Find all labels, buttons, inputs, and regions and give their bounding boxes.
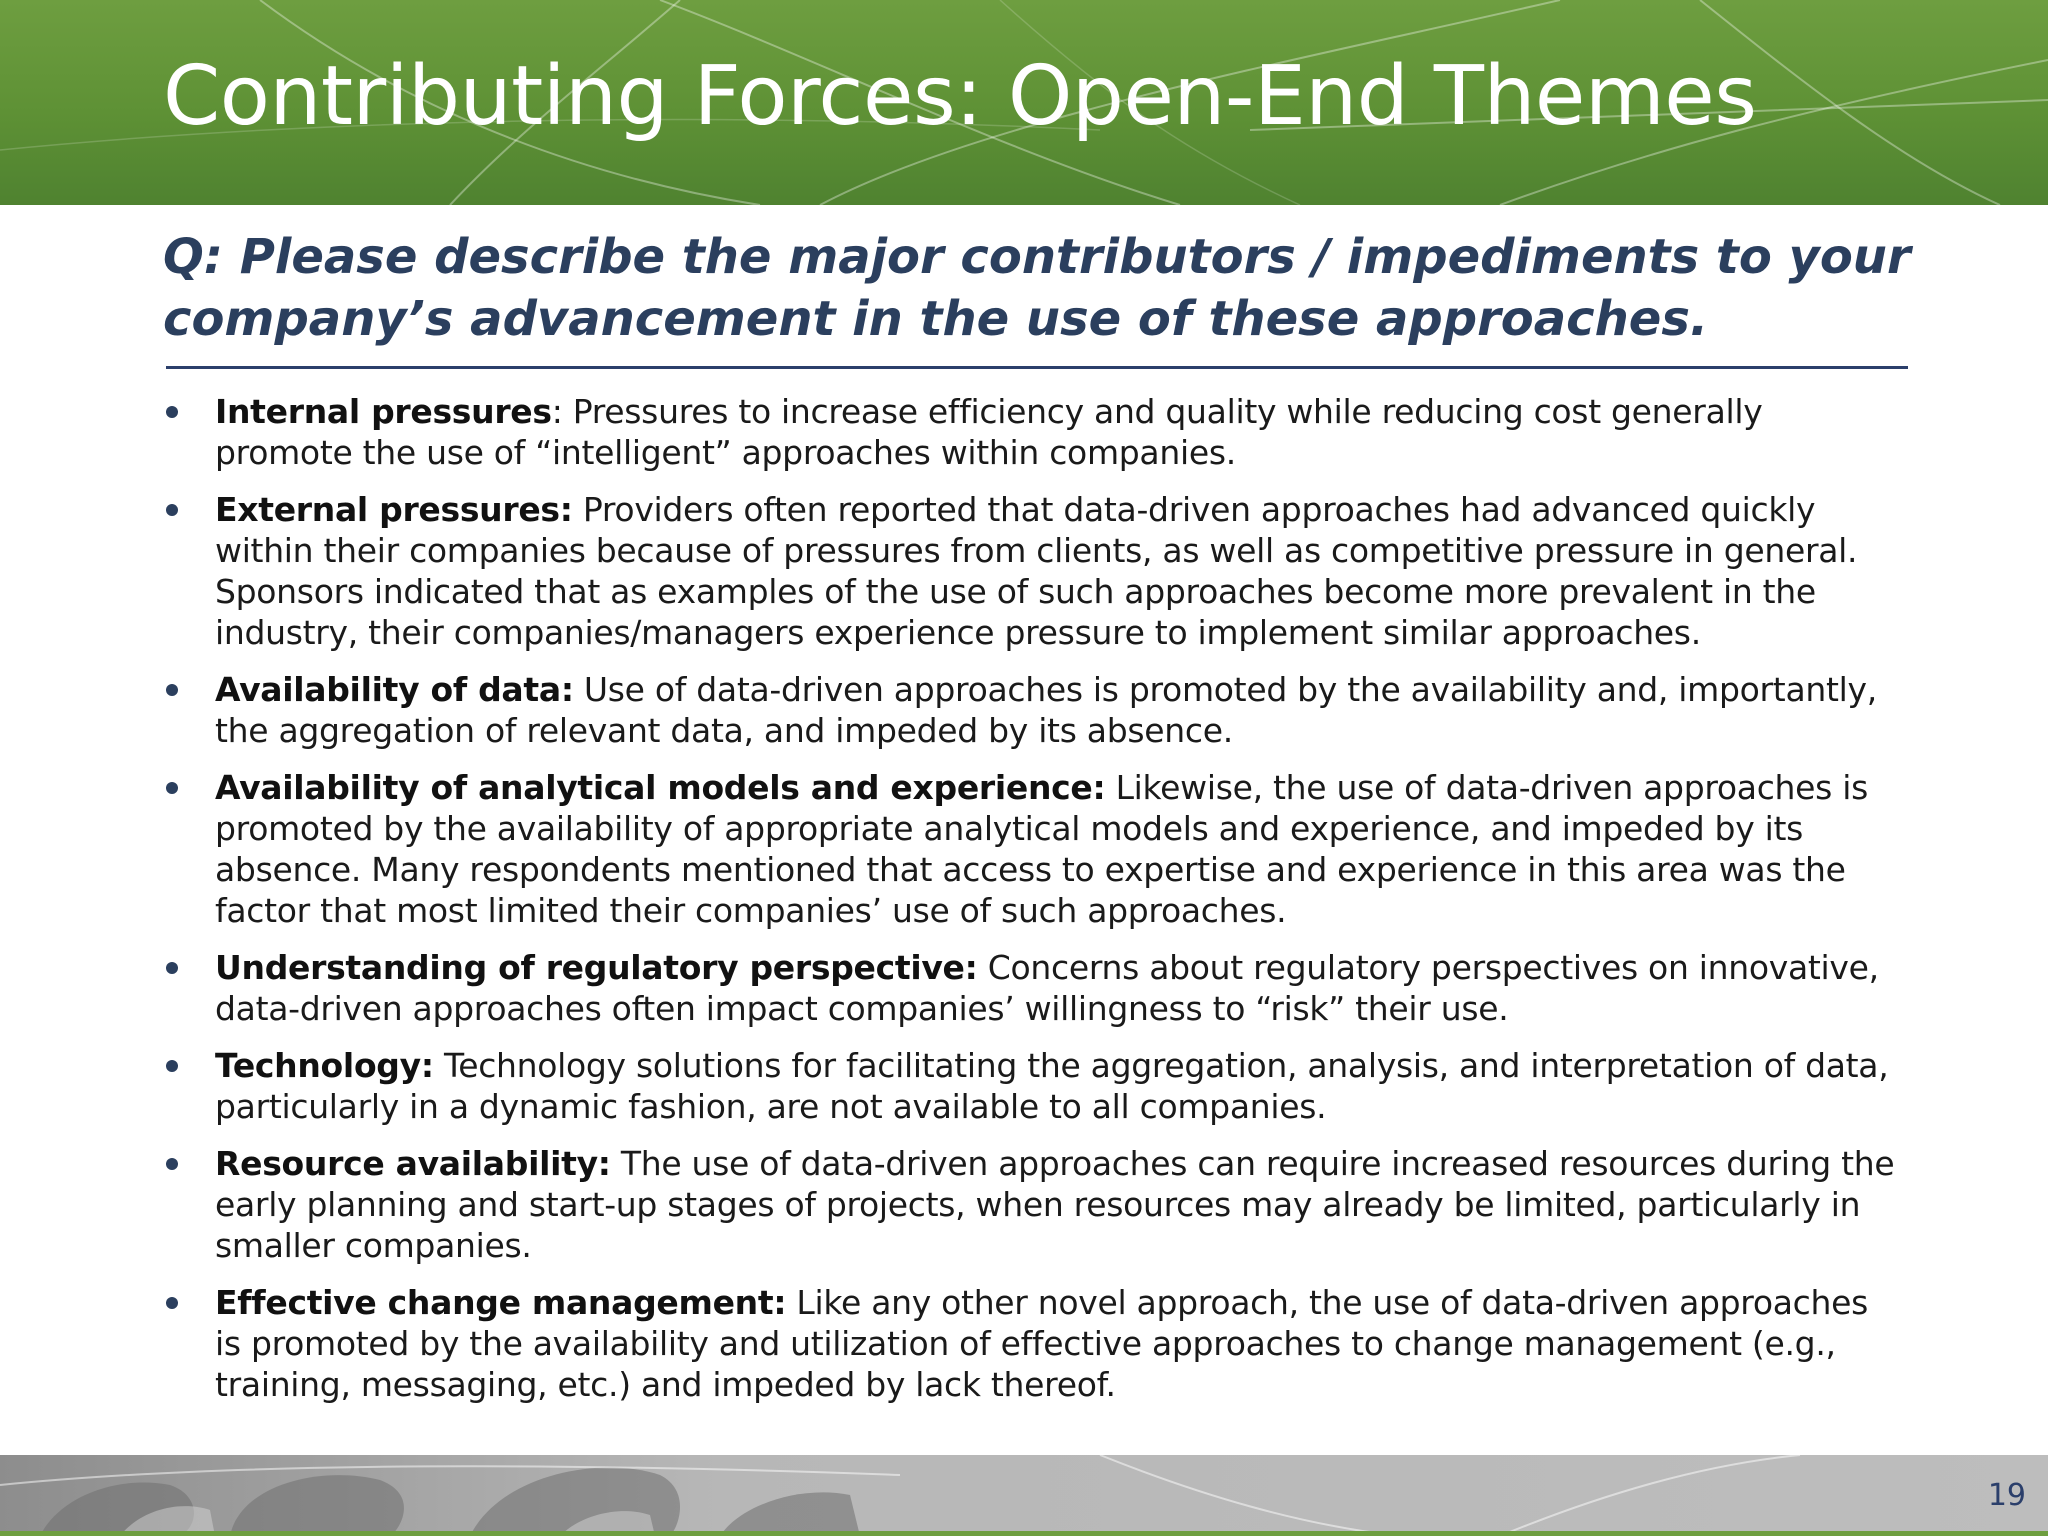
bullet-term: Resource availability:: [215, 1144, 611, 1183]
bullet-item-internal-pressures: [163, 391, 1903, 473]
bullet-text: Concerns about regulatory perspectives on innovative, data-driven approaches often impact companies’ willingness to “risk” their use.: [215, 948, 1879, 1028]
bullet-dot: [166, 504, 178, 516]
bullet-dot: [166, 962, 178, 974]
bullet-term: Technology:: [215, 1046, 434, 1085]
bullet-item-analytical-models: [163, 767, 1903, 931]
bullet-list: [163, 391, 1903, 1421]
bullet-text: Use of data-driven approaches is promoted by the availability and, importantly, the aggregation of relevant data, and impeded by its absence.: [215, 670, 1877, 750]
bullet-item-technology: [163, 1045, 1903, 1127]
bullet-item-regulatory-perspective: [163, 947, 1903, 1029]
bullet-term: Effective change management:: [215, 1283, 787, 1322]
bullet-dot: [166, 684, 178, 696]
bullet-dot: [166, 1297, 178, 1309]
bullet-term: Understanding of regulatory perspective:: [215, 948, 978, 987]
footer-decorative-graphic: [0, 1455, 2048, 1536]
bullet-item-availability-of-data: [163, 669, 1903, 751]
bullet-dot: [166, 1158, 178, 1170]
bullet-dot: [166, 406, 178, 418]
bullet-text: Technology solutions for facilitating the aggregation, analysis, and interpretation of data, particularly in a dynamic fashion, are not available to all companies.: [215, 1046, 1889, 1126]
question-divider: [166, 366, 1908, 369]
bullet-item-change-management: [163, 1282, 1903, 1405]
bullet-dot: [166, 782, 178, 794]
bullet-item-resource-availability: [163, 1143, 1903, 1266]
bullet-dot: [166, 1060, 178, 1072]
bullet-text: Providers often reported that data-driven approaches had advanced quickly within their companies because of pressures from clients, as well as competitive pressure in general. Sponsors indicated that as examples of the use of such approaches become more prevalent in the industry, their companies/managers experience pressure to implement similar approaches.: [215, 490, 1858, 652]
bullet-term: Availability of data:: [215, 670, 574, 709]
slide-title: Contributing Forces: Open-End Themes: [163, 49, 1757, 144]
question-heading: Q: Please describe the major contributors / impediments to your company’s advancement in the use of these approaches.: [163, 229, 1911, 347]
bullet-text: : Pressures to increase efficiency and quality while reducing cost generally promote the use of “intelligent” approaches within companies.: [215, 392, 1763, 472]
bullet-term: Internal pressures: [215, 392, 552, 431]
bullet-term: External pressures:: [215, 490, 573, 529]
page-number: 19: [1987, 1478, 2026, 1513]
bullet-text: Likewise, the use of data-driven approaches is promoted by the availability of appropriate analytical models and experience, and impeded by its absence. Many respondents mentioned that access to expertise and experience in this area was the factor that most limited their companies’ use of such approaches.: [215, 768, 1868, 930]
bullet-term: Availability of analytical models and experience:: [215, 768, 1106, 807]
bullet-text: The use of data-driven approaches can require increased resources during the early planning and start-up stages of projects, when resources may already be limited, particularly in smaller companies.: [215, 1144, 1895, 1265]
bullet-text: Like any other novel approach, the use of data-driven approaches is promoted by the availability and utilization of effective approaches to change management (e.g., training, messaging, etc.) and impeded by lack thereof.: [215, 1283, 1868, 1404]
header-banner: [0, 0, 2048, 205]
bullet-item-external-pressures: [163, 489, 1903, 653]
footer-band: [0, 1455, 2048, 1536]
